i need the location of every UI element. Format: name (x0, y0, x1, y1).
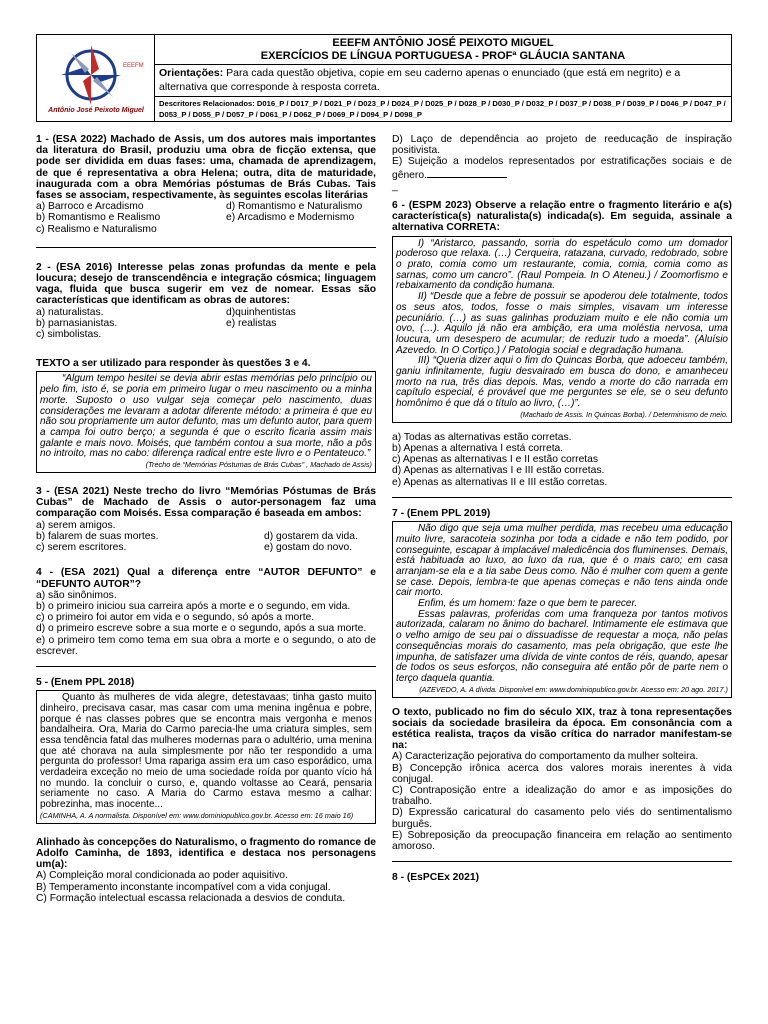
header-box (36, 34, 732, 122)
text34-label: TEXTO a ser utilizado para responder às questões 3 e 4. (36, 358, 311, 370)
q6-fragment-2: II) “Desde que a febre de possuir se apoderou dele totalmente, todos os seus atos, todos, fosse o mais simples, visavam um interesse pecuniário. (…) as suas galinhas produziam muito e ele não comia um ovo, (…). Aquilo já não era ambição, era uma moléstia nervosa, uma loucura, um desespero de acumular; de reduzir tudo a moeda”. (Aluísio Azevedo. In O Cortiço.) / Patologia social e degradação humana. (396, 291, 728, 356)
q3-option-a[interactable]: a) serem amigos. (36, 519, 116, 531)
q7-option-b[interactable]: B) Concepção irônica acerca dos valores morais inerentes à vida conjugal. (392, 762, 732, 785)
q3-option-b[interactable]: b) falarem de suas mortes. (36, 530, 159, 542)
q4-option-a[interactable]: a) são sinônimos. (36, 589, 117, 601)
q7-option-c[interactable]: C) Contraposição entre a idealização do amor e as imposições do trabalho. (392, 785, 732, 808)
answer-blank (427, 168, 507, 178)
spacer (36, 340, 376, 358)
orientation-text (159, 66, 727, 94)
header-divider (155, 96, 731, 97)
logo-caption: Antônio José Peixoto Miguel (48, 107, 144, 114)
q7-option-e[interactable]: E) Sobreposição da preocupação financeira em relação ao sentimento amoroso. (392, 829, 732, 853)
q1-option-d[interactable]: d) Romantismo e Naturalismo (226, 201, 363, 213)
q6-fragment-3: III) “Queria dizer aqui o fim do Quincas Borba, que adoeceu também, ganiu infinitamente, fugiu desvairado em busca do dono, e amanheceu morto na rua, três dias depois. Mas, vendo a morte do cão narrada em capítulo especial, é provável que me perguntes se ele, se o seu defunto homônimo é que dá o título ao livro, (…)”. (396, 355, 728, 410)
q1-option-c[interactable]: c) Realismo e Naturalismo (36, 223, 157, 235)
q5-title: 5 - (Enem PPL 2018) (36, 676, 135, 688)
q7-stem: O texto, publicado no fim do século XIX, traz à tona representações sociais da sociedade brasileira da época. Em consonância com a estética realista, traços da visão crítica do narrador manifestam-se na: (392, 706, 732, 752)
header-divider (155, 64, 731, 65)
q1-option-a[interactable]: a) Barroco e Arcadismo (36, 201, 144, 213)
q5-option-e-text: E) Sujeição a modelos representados por estratificações sociais e de gênero. (392, 156, 732, 181)
spacer (36, 553, 376, 567)
q3-option-e[interactable]: e) gostam do novo. (264, 542, 353, 554)
q6-option-c[interactable]: c) Apenas as alternativas I e II estão corretas (392, 454, 599, 466)
text34-body: “Algum tempo hesitei se devia abrir estas memórias pelo princípio ou pelo fim, isto é, se poria em primeiro lugar o meu nascimento ou a minha morte. Suposto o uso vulgar seja começar pelo nascimento, duas considerações me levaram a adotar diferente método: a primeira é que eu não sou propriamente um autor defunto, mas um defunto autor, para quem a campa foi outro berço; a segunda é que o escrito ficaria assim mais galante e mais novo. Moisés, que também contou a sua morte, não a pôs no introito, mas no cabo: diferença radical entre este livro e o Pentateuco.” (40, 373, 372, 460)
q5-option-e-tail: _ (392, 180, 398, 192)
worksheet-subtitle: EXERCÍCIOS DE LÍNGUA PORTUGUESA - PROFª GLÁUCIA SANTANA (260, 50, 626, 62)
q7-paragraph-2: Enfim, és um homem: faze o que bem te parecer. (418, 598, 638, 610)
q6-option-a[interactable]: a) Todas as alternativas estão corretas. (392, 431, 572, 443)
q5-option-c[interactable]: C) Formação intelectual escassa relacionada a desvios de conduta. (36, 892, 346, 904)
q5-stem: Alinhado às concepções do Naturalismo, o fragmento do romance de Adolfo Caminha, de 1893, identifica e destaca nos personagens um(a): (36, 836, 376, 871)
orientation-body: Para cada questão objetiva, copie em seu caderno apenas o enunciado (que está em negrito) e a alternativa que corresponde à resposta correta. (159, 67, 681, 93)
q2-option-d[interactable]: d)quinhentistas (226, 306, 296, 318)
spacer (36, 827, 376, 837)
school-name (155, 37, 731, 63)
right-column (392, 134, 732, 883)
school-title: EEEFM ANTÔNIO JOSÉ PEIXOTO MIGUEL (332, 37, 554, 49)
q5-option-a[interactable]: A) Compleição moral condicionada ao poder aquisitivo. (36, 870, 288, 882)
q1-stem: 1 - (ESA 2022) Machado de Assis, um dos autores mais importantes da literatura do Brasil, produziu uma obra de ficção extensa, que pode ser dividida em duas fases: uma, chamada de aprendizagem, de que é representativa a obra Helena; outra, dita de maturidade, inaugurada com a obra Memórias póstumas de Brás Cubas. Tais fases se associam, respectivamente, às seguintes escolas literárias (36, 134, 376, 202)
q4-stem: 4 - (ESA 2021) Qual a diferença entre “AUTOR DEFUNTO” e “DEFUNTO AUTOR”? (36, 567, 376, 590)
q1-option-e[interactable]: e) Arcadismo e Modernismo (226, 212, 355, 224)
divider (392, 497, 732, 498)
q5-text-box (36, 690, 376, 824)
q7-citation: (AZEVEDO, A. A dívida. Disponível em: www.dominiopublico.gov.br. Acesso em: 20 ago. 2017.) (419, 684, 728, 694)
q6-fragment-1: I) “Aristarco, passando, sorria do espetáculo como um domador poderoso que relaxa. (…) Cerqueira, ratazana, curvado, redobrado, sobre o prato, comia como um restaurante, comia, comia, comia como as sarnas, como um cancro”. (Raul Pompeia. In O Ateneu.) / Zoomorfismo e rebaixamento da condição humana. (396, 237, 728, 292)
divider (392, 861, 732, 862)
q2-option-e[interactable]: e) realistas (226, 317, 277, 329)
q2-stem: 2 - (ESA 2016) Interesse pelas zonas profundas da mente e pela loucura; desejo de transcendência e integração cósmica; linguagem vaga, fluida que busca sugerir em vez de nomear. Essas são características que identificam as obras de autores: (36, 261, 376, 307)
divider (36, 247, 376, 248)
q5-option-d[interactable]: D) Laço de dependência ao projeto de reeducação de inspiração positivista. (392, 134, 732, 157)
q6-option-e[interactable]: e) Apenas as alternativas II e III estão corretas. (392, 476, 608, 488)
q3-option-c[interactable]: c) serem escritores. (36, 542, 127, 554)
text34-citation: (Trecho de “Memórias Póstumas de Brás Cubas” , Machado de Assis) (145, 460, 372, 470)
q2-option-c[interactable]: c) simbolistas. (36, 329, 102, 341)
q5-text: Quanto às mulheres de vida alegre, detestavaas; tinha gasto muito dinheiro, precisava casar, mas casar com uma menina ingênua e pobre, porque é nas classes pobres que se encontra mais vergonha e menos bandalheira. Ora, Maria do Carmo parecia-lhe uma criatura simples, sem essa tendência fatal das mulheres modernas para o adultério, uma menina que até chorava na aula simplesmente por não ter respondido a uma pergunta do professor! Uma rapariga assim era um caso esporádico, uma verdadeira exceção no meio de uma sociedade roída por quanto vício há no mundo. Ia concluir o curso, e, quando voltasse ao Ceará, pensaria seriamente no caso. A Maria do Carmo estava mesmo a calhar: pobrezinha, mas inocente... (40, 692, 372, 811)
q1-options (36, 201, 376, 235)
q4-option-e[interactable]: e) o primeiro tem como tema em sua obra a morte e o segundo, o ato de escrever. (36, 634, 376, 657)
school-logo (37, 35, 155, 121)
q5-option-b[interactable]: B) Temperamento inconstante incompatível com a vida conjugal. (36, 881, 331, 893)
q7-paragraph-1: Não digo que seja uma mulher perdida, mas recebeu uma educação muito livre, saracoteia sozinha por toda a cidade e não tem podido, por conseguinte, escapar à implacável maledicência dos fluminenses. Demais, está habituada ao luxo, ao luxo da rua, que é o mais caro; em casa arranjam-se ela e a tia sabe Deus como. Não é mulher com quem a gente se case. Depois, lembra-te que apenas começas e não tens ainda onde cair morto. (396, 523, 728, 599)
q1-option-b[interactable]: b) Romantismo e Realismo (36, 212, 161, 224)
q3-stem: 3 - (ESA 2021) Neste trecho do livro “Memórias Póstumas de Brás Cubas” de Machado de Assis o autor-personagem faz uma comparação com Moisés. Essa comparação é baseada em ambos: (36, 486, 376, 520)
q4-option-c[interactable]: c) o primeiro foi autor em vida e o segundo, só após a morte. (36, 612, 315, 624)
q6-text-box (392, 236, 732, 423)
q6-stem: 6 - (ESPM 2023) Observe a relação entre o fragmento literário e a(s) característica(s) naturalista(s) indicada(s). Em seguida, assinale a alternativa CORRETA: (392, 200, 732, 234)
q7-option-d[interactable]: D) Expressão caricatural do casamento pelo viés do sentimentalismo burguês. (392, 807, 732, 830)
q8-title: 8 - (EsPCEx 2021) (392, 872, 479, 884)
q2-options (36, 307, 376, 341)
q6-option-b[interactable]: b) Apenas a alternativa I está correta. (392, 443, 564, 455)
q5-citation: (CAMINHA, A. A normalista. Disponível em: www.dominiopublico.gov.br. Acesso em: 16 maio 16) (40, 810, 354, 820)
orientation-label: Orientações: (159, 67, 224, 79)
q4-option-d[interactable]: d) o primeiro escreve sobre a sua morte e o segundo, após a sua morte. (36, 623, 367, 635)
q7-option-a[interactable]: A) Caracterização pejorativa do comportamento da mulher solteira. (392, 751, 699, 763)
svg-text:EEEFM: EEEFM (123, 63, 144, 69)
spacer (36, 476, 376, 486)
q6-option-d[interactable]: d) Apenas as alternativas I e III estão corretas. (392, 465, 605, 477)
q7-title: 7 - (Enem PPL 2019) (392, 507, 491, 519)
q7-text-box (392, 521, 732, 698)
q3-options (36, 531, 376, 553)
text34-box (36, 371, 376, 473)
q7-paragraph-3: Essas palavras, proferidas com uma franqueza por tantos motivos autorizada, calaram no ânimo do bacharel. Intimamente ele estimava que o velho amigo de seu pai o dissuadisse de requestar a moça, não pelas consequências morais do casamento, mas pela obrigação, que este lhe impunha, de satisfazer uma dívida de vinte contos de réis, quando, apesar de todos os seus esforços, não conseguira até então pôr de parte nem o terço daquela quantia. (396, 608, 728, 684)
q5-option-e[interactable] (392, 156, 732, 180)
descriptors: Descritores Relacionados: D016_P / D017_P / D021_P / D023_P / D024_P / D025_P / D028_P / D030_P / D032_P / D037_P / D038_P / D039_P / D046_P / D047_P / D053_P / D055_P / D057_P / D061_P / D062_P / D069_P / D094_P / D098_P (159, 99, 726, 119)
divider (36, 666, 376, 667)
spacer (392, 192, 732, 200)
q4-option-b[interactable]: b) o primeiro iniciou sua carreira após a morte e o segundo, em vida. (36, 600, 351, 612)
q2-option-b[interactable]: b) parnasianistas. (36, 317, 118, 329)
q6-citation: (Machado de Assis. In Quincas Borba). / Determinismo de meio. (520, 409, 728, 419)
logo-emblem-icon (43, 39, 149, 105)
q3-option-d[interactable]: d) gostarem da vida. (264, 530, 358, 542)
left-column (36, 134, 376, 904)
q2-option-a[interactable]: a) naturalistas. (36, 306, 104, 318)
